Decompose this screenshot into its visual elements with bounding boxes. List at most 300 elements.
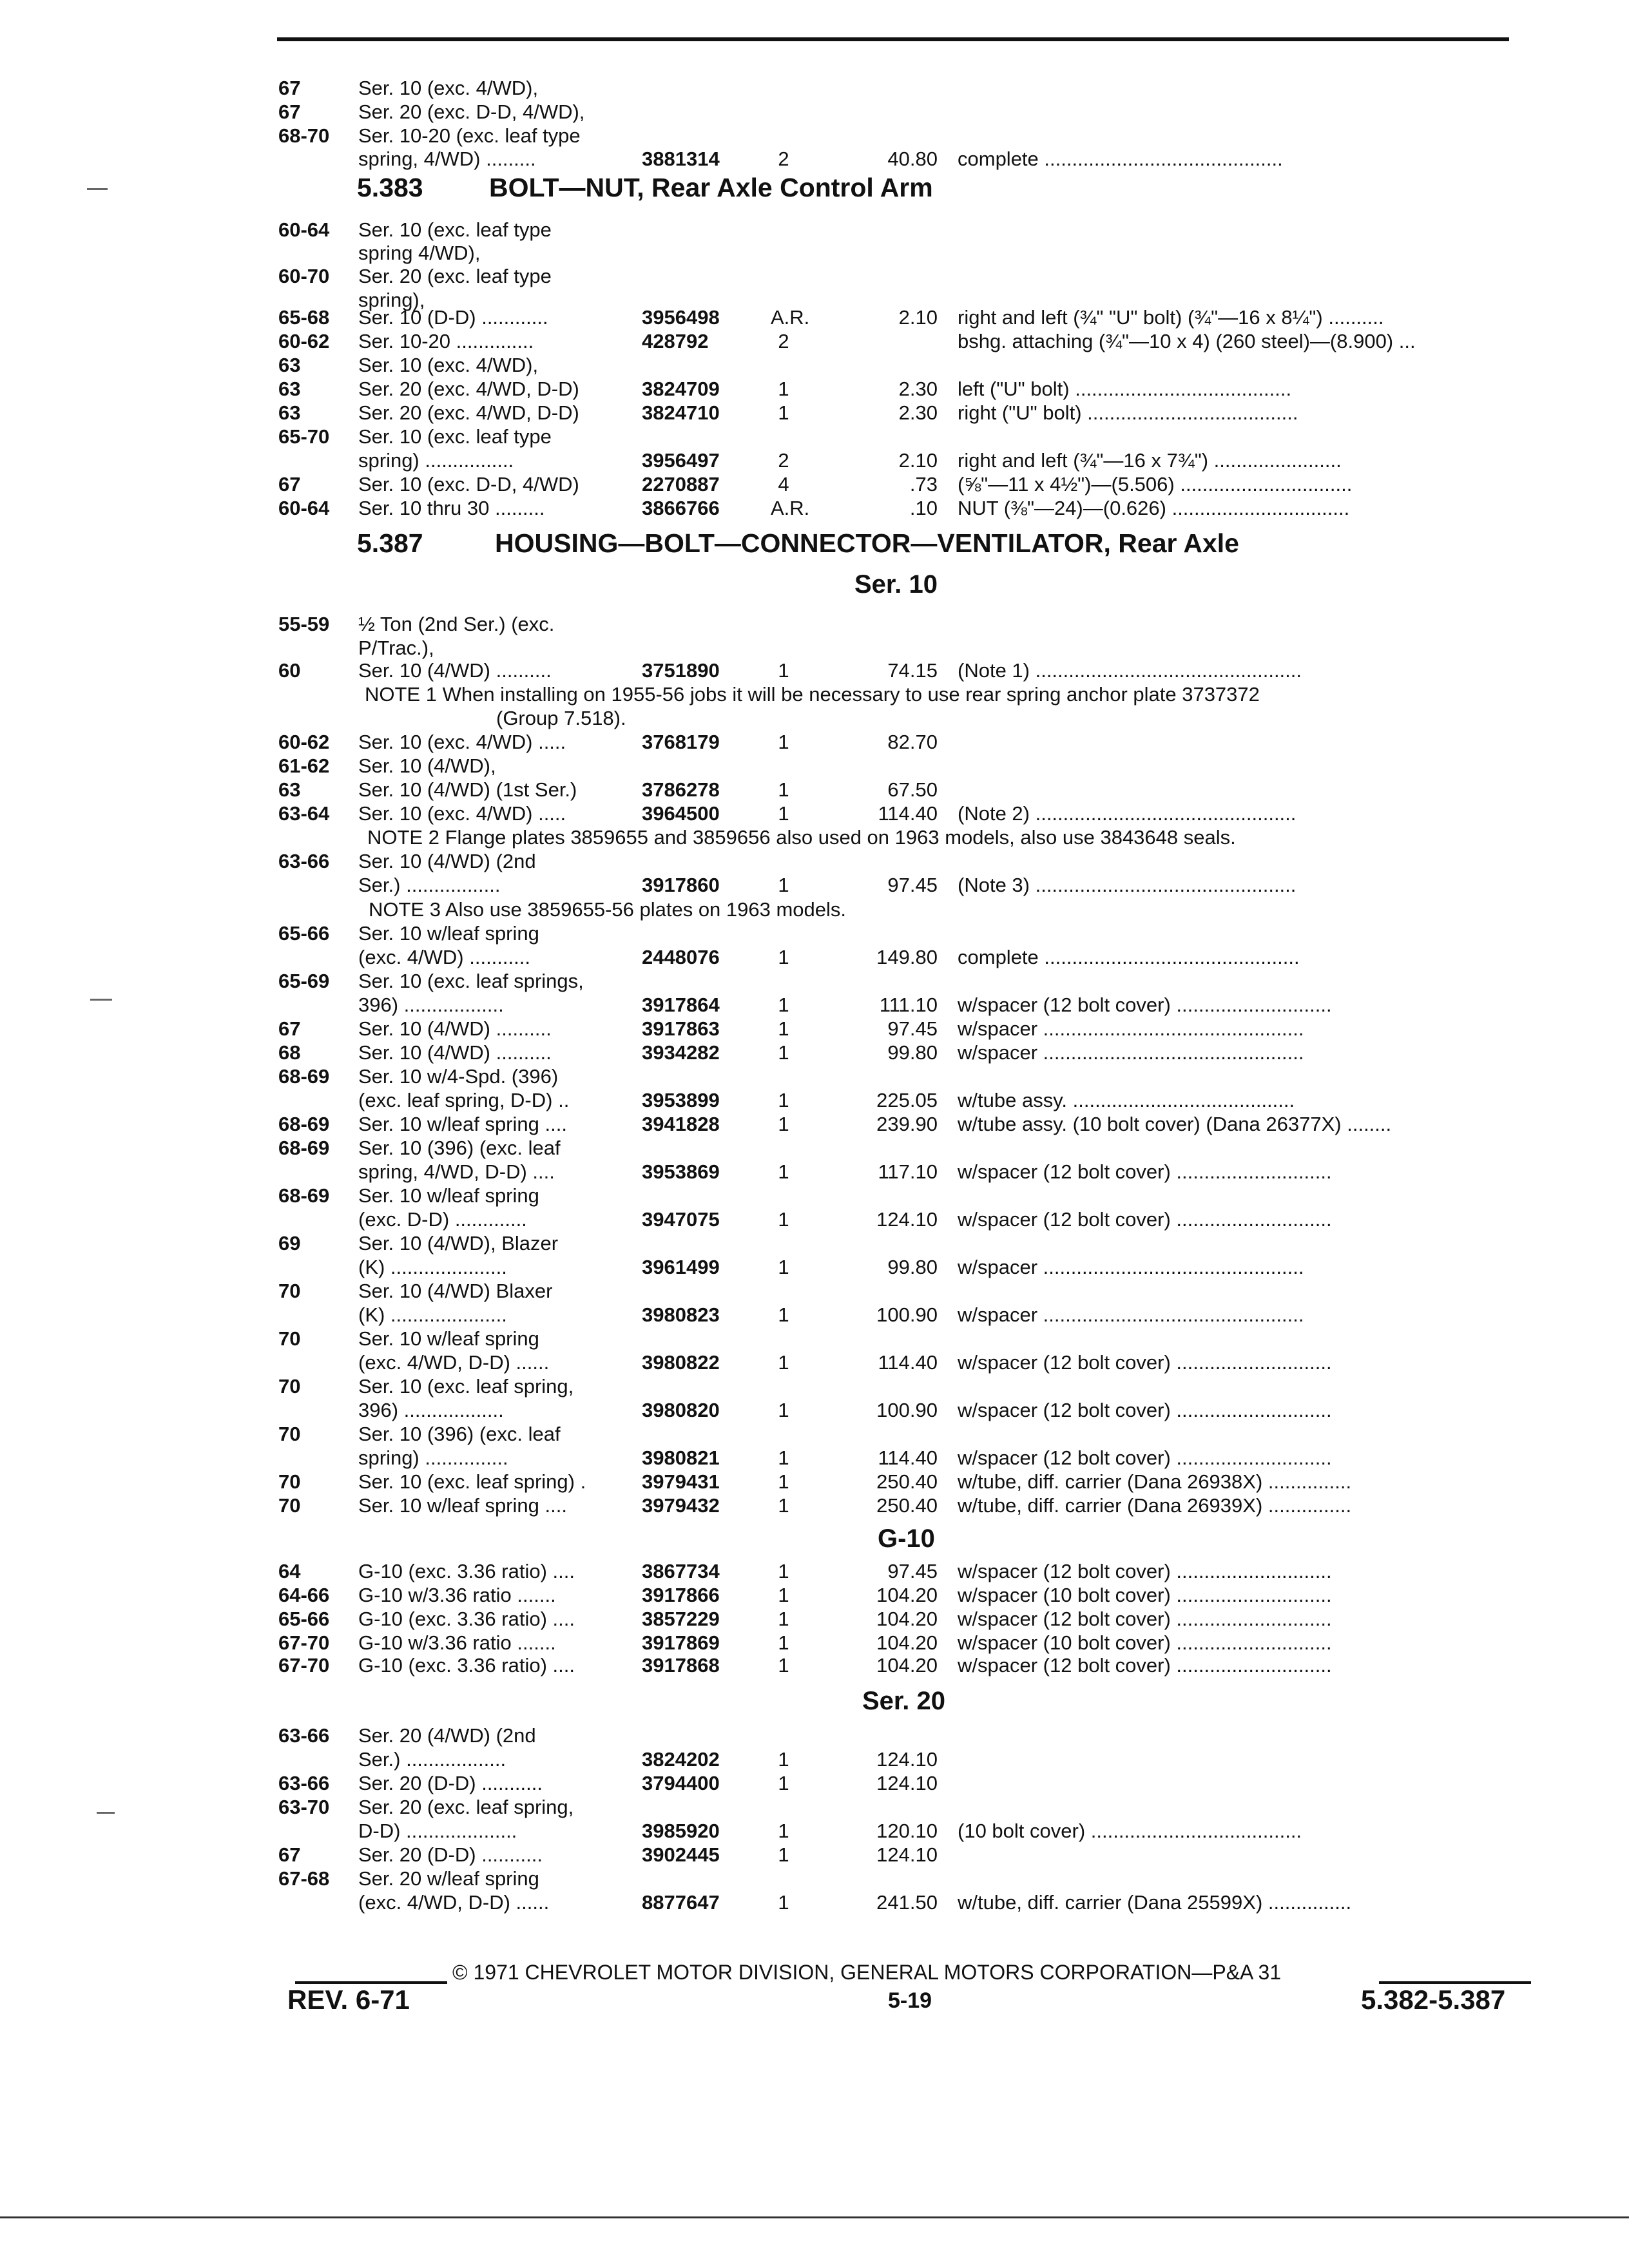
price: 114.40 xyxy=(878,1446,938,1469)
model-description: spring, 4/WD, D-D) .... xyxy=(358,1160,555,1183)
remarks: complete .............................................. xyxy=(958,946,1300,968)
quantity: 1 xyxy=(778,1041,789,1064)
model-description: Ser. 10 w/leaf spring .... xyxy=(358,1113,567,1135)
model-description: 396) .................. xyxy=(358,1399,504,1421)
table-row xyxy=(0,1398,1629,1423)
table-row xyxy=(0,969,1629,994)
part-number: 2270887 xyxy=(642,473,720,495)
quantity: 1 xyxy=(778,1160,789,1183)
quantity: 1 xyxy=(778,1608,789,1630)
part-number: 3751890 xyxy=(642,659,720,682)
price: 124.10 xyxy=(876,1208,938,1231)
year-range: 67-68 xyxy=(278,1867,330,1890)
table-row xyxy=(0,1559,1629,1584)
model-description: Ser. 10 (exc. 4/WD) ..... xyxy=(358,731,566,753)
model-description: Ser. 10 (exc. leaf springs, xyxy=(358,970,584,992)
year-range: 65-69 xyxy=(278,970,330,992)
price: 97.45 xyxy=(887,874,938,896)
part-number: 3956497 xyxy=(642,449,720,472)
price: 104.20 xyxy=(876,1631,938,1654)
table-row xyxy=(0,921,1629,946)
model-description: Ser. 20 (exc. leaf spring, xyxy=(358,1796,574,1818)
footer-revision: REV. 6-71 xyxy=(287,1984,410,2015)
remarks: w/spacer (10 bolt cover) ............................ xyxy=(958,1584,1332,1606)
table-row xyxy=(0,1422,1629,1446)
price: 124.10 xyxy=(876,1748,938,1771)
model-description: Ser. 10 (exc. 4/WD), xyxy=(358,77,539,99)
remarks: (⅝"—11 x 4½")—(5.506) ............................... xyxy=(958,473,1353,495)
year-range: 70 xyxy=(278,1280,301,1302)
part-number: 3985920 xyxy=(642,1820,720,1842)
model-description: G-10 (exc. 3.36 ratio) .... xyxy=(358,1608,575,1630)
table-row xyxy=(0,1583,1629,1608)
model-description: Ser. 10 (4/WD) (2nd xyxy=(358,850,536,872)
year-range: 60-70 xyxy=(278,265,330,287)
table-row xyxy=(0,1747,1629,1772)
quantity: 1 xyxy=(778,1631,789,1654)
model-description: D-D) .................... xyxy=(358,1820,517,1842)
year-range: 70 xyxy=(278,1327,301,1350)
remarks: w/spacer (12 bolt cover) ............................ xyxy=(958,1208,1332,1231)
subheading-ser10: Ser. 10 xyxy=(854,570,938,599)
remarks: w/spacer (12 bolt cover) ............................ xyxy=(958,994,1332,1016)
year-range: 69 xyxy=(278,1232,301,1254)
year-range: 60-62 xyxy=(278,330,330,352)
part-number: 3964500 xyxy=(642,802,720,825)
quantity: 1 xyxy=(778,1584,789,1606)
part-number: 3947075 xyxy=(642,1208,720,1231)
subheading-g10: G-10 xyxy=(878,1524,935,1553)
part-number: 3961499 xyxy=(642,1256,720,1278)
model-description: Ser. 10 (396) (exc. leaf xyxy=(358,1423,561,1445)
bottom-rule xyxy=(0,2216,1629,2218)
price: 99.80 xyxy=(887,1256,938,1278)
model-description: Ser. 10 (exc. leaf spring, xyxy=(358,1375,574,1398)
model-description: Ser. 20 (exc. 4/WD, D-D) xyxy=(358,378,579,400)
part-number: 3953899 xyxy=(642,1089,720,1111)
year-range: 70 xyxy=(278,1375,301,1398)
table-row xyxy=(0,1184,1629,1208)
model-description: Ser. 10 (4/WD) .......... xyxy=(358,659,552,682)
quantity: 1 xyxy=(778,874,789,896)
year-range: 67-70 xyxy=(278,1654,330,1677)
table-row xyxy=(0,241,1629,265)
model-description: Ser. 10 w/leaf spring xyxy=(358,922,539,945)
quantity: 1 xyxy=(778,1399,789,1421)
part-number: 3980822 xyxy=(642,1351,720,1374)
remarks: w/spacer (12 bolt cover) ............................ xyxy=(958,1560,1332,1582)
part-number: 3824710 xyxy=(642,401,720,424)
remarks: (Note 1) ................................................ xyxy=(958,659,1302,682)
remarks: left ("U" bolt) ....................................... xyxy=(958,378,1292,400)
price: 149.80 xyxy=(876,946,938,968)
table-row xyxy=(0,778,1629,802)
model-description: Ser. 10 (exc. leaf type xyxy=(358,425,552,448)
model-description: P/Trac.), xyxy=(358,637,434,659)
model-description: Ser. 10 (4/WD) (1st Ser.) xyxy=(358,778,577,801)
model-description: Ser. 20 w/leaf spring xyxy=(358,1867,539,1890)
remarks: right and left (¾"—16 x 7¾") ....................... xyxy=(958,449,1342,472)
model-description: Ser. 10 (396) (exc. leaf xyxy=(358,1137,561,1159)
year-range: 68-70 xyxy=(278,124,330,147)
part-number: 3980823 xyxy=(642,1303,720,1326)
price: .73 xyxy=(909,473,938,495)
table-row xyxy=(0,1041,1629,1065)
table-row xyxy=(0,1136,1629,1160)
remarks: bshg. attaching (¾"—10 x 4) (260 steel)—(8.900) ... xyxy=(958,330,1416,352)
subheading-ser20: Ser. 20 xyxy=(862,1687,946,1715)
model-description: (exc. 4/WD) ........... xyxy=(358,946,530,968)
part-number: 3902445 xyxy=(642,1843,720,1866)
table-row xyxy=(0,496,1629,521)
price: .10 xyxy=(909,497,938,519)
model-description: Ser. 10 w/4-Spd. (396) xyxy=(358,1065,559,1088)
table-row xyxy=(0,401,1629,425)
quantity: 2 xyxy=(778,449,789,472)
model-description: Ser.) .................. xyxy=(358,1748,506,1771)
table-row xyxy=(0,76,1629,101)
table-row xyxy=(0,1795,1629,1820)
section-title: HOUSING—BOLT—CONNECTOR—VENTILATOR, Rear Axle xyxy=(495,528,1239,558)
model-description: Ser. 10 (4/WD) Blaxer xyxy=(358,1280,553,1302)
table-row xyxy=(0,1112,1629,1137)
quantity: 1 xyxy=(778,1820,789,1842)
price: 104.20 xyxy=(876,1608,938,1630)
table-row xyxy=(0,1160,1629,1184)
model-description: Ser. 10 (exc. 4/WD) ..... xyxy=(358,802,566,825)
table-row xyxy=(0,612,1629,637)
model-description: Ser. 10 (4/WD) .......... xyxy=(358,1041,552,1064)
table-row xyxy=(0,1724,1629,1748)
part-number: 3857229 xyxy=(642,1608,720,1630)
table-row xyxy=(0,1494,1629,1518)
price: 241.50 xyxy=(876,1891,938,1914)
quantity: 1 xyxy=(778,731,789,753)
footer-copyright: © 1971 CHEVROLET MOTOR DIVISION, GENERAL MOTORS CORPORATION—P&A 31 xyxy=(452,1961,1282,1984)
note-3: NOTE 3 Also use 3859655-56 plates on 1963 models. xyxy=(369,898,847,921)
table-row xyxy=(0,1631,1629,1655)
table-row xyxy=(0,147,1629,171)
price: 114.40 xyxy=(878,802,938,825)
part-number: 3824202 xyxy=(642,1748,720,1771)
model-description: Ser. 10 w/leaf spring xyxy=(358,1327,539,1350)
remarks: w/spacer ............................................... xyxy=(958,1017,1304,1040)
footer-rule-right xyxy=(1379,1981,1531,1984)
price: 100.90 xyxy=(876,1399,938,1421)
year-range: 68-69 xyxy=(278,1184,330,1207)
quantity: 1 xyxy=(778,994,789,1016)
remarks: w/tube, diff. carrier (Dana 25599X) ............... xyxy=(958,1891,1352,1914)
year-range: 63-64 xyxy=(278,802,330,825)
part-number: 3979432 xyxy=(642,1494,720,1517)
remarks: w/spacer (12 bolt cover) ............................ xyxy=(958,1351,1332,1374)
remarks: (Note 3) ............................................... xyxy=(958,874,1296,896)
year-range: 67 xyxy=(278,1843,301,1866)
table-row xyxy=(0,1374,1629,1399)
quantity: 1 xyxy=(778,802,789,825)
model-description: Ser. 20 (D-D) ........... xyxy=(358,1772,543,1794)
part-number: 3956498 xyxy=(642,306,720,329)
model-description: Ser. 10-20 .............. xyxy=(358,330,534,352)
part-number: 8877647 xyxy=(642,1891,720,1914)
year-range: 63-66 xyxy=(278,1772,330,1794)
part-number: 3824709 xyxy=(642,378,720,400)
quantity: 1 xyxy=(778,659,789,682)
table-row xyxy=(0,802,1629,826)
part-number: 3953869 xyxy=(642,1160,720,1183)
remarks: (10 bolt cover) ...................................... xyxy=(958,1820,1302,1842)
price: 97.45 xyxy=(887,1017,938,1040)
model-description: Ser. 10 thru 30 ......... xyxy=(358,497,545,519)
table-row xyxy=(0,100,1629,124)
quantity: 1 xyxy=(778,1017,789,1040)
year-range: 65-66 xyxy=(278,1608,330,1630)
table-row xyxy=(0,1653,1629,1678)
remarks: (Note 2) ............................................... xyxy=(958,802,1296,825)
top-rule xyxy=(277,37,1509,41)
price: 114.40 xyxy=(878,1351,938,1374)
part-number: 3917866 xyxy=(642,1584,720,1606)
note-1-continued: (Group 7.518). xyxy=(496,707,626,729)
year-range: 64 xyxy=(278,1560,301,1582)
model-description: Ser. 10 (exc. leaf type xyxy=(358,218,552,241)
margin-mark xyxy=(87,188,108,190)
year-range: 65-66 xyxy=(278,922,330,945)
quantity: 1 xyxy=(778,1208,789,1231)
part-number: 428792 xyxy=(642,330,709,352)
table-row xyxy=(0,1771,1629,1796)
year-range: 68-69 xyxy=(278,1137,330,1159)
model-description: G-10 (exc. 3.36 ratio) .... xyxy=(358,1560,575,1582)
model-description: spring), xyxy=(358,289,425,311)
model-description: ½ Ton (2nd Ser.) (exc. xyxy=(358,613,555,635)
table-row xyxy=(0,754,1629,778)
table-row xyxy=(0,353,1629,378)
price: 40.80 xyxy=(887,148,938,170)
price: 2.30 xyxy=(898,378,938,400)
quantity: 1 xyxy=(778,1303,789,1326)
quantity: 1 xyxy=(778,946,789,968)
part-number: 3941828 xyxy=(642,1113,720,1135)
year-range: 63-66 xyxy=(278,850,330,872)
table-row xyxy=(0,1607,1629,1631)
quantity: A.R. xyxy=(771,497,810,519)
year-range: 67-70 xyxy=(278,1631,330,1654)
year-range: 68-69 xyxy=(278,1113,330,1135)
year-range: 63-66 xyxy=(278,1724,330,1747)
quantity: 1 xyxy=(778,1843,789,1866)
model-description: Ser. 20 (exc. 4/WD, D-D) xyxy=(358,401,579,424)
remarks: w/spacer (12 bolt cover) ............................ xyxy=(958,1446,1332,1469)
part-number: 3979431 xyxy=(642,1470,720,1493)
quantity: 2 xyxy=(778,148,789,170)
price: 120.10 xyxy=(876,1820,938,1842)
year-range: 60-64 xyxy=(278,218,330,241)
year-range: 64-66 xyxy=(278,1584,330,1606)
model-description: G-10 (exc. 3.36 ratio) .... xyxy=(358,1654,575,1677)
note-1: NOTE 1 When installing on 1955-56 jobs it will be necessary to use rear spring anchor plate 3737372 xyxy=(365,683,1260,706)
table-row xyxy=(0,1279,1629,1303)
model-description: Ser. 10 (exc. D-D, 4/WD) xyxy=(358,473,579,495)
table-row xyxy=(0,1867,1629,1891)
price: 124.10 xyxy=(876,1772,938,1794)
price: 111.10 xyxy=(879,994,938,1016)
table-row xyxy=(0,124,1629,148)
year-range: 70 xyxy=(278,1470,301,1493)
price: 2.10 xyxy=(898,449,938,472)
remarks: w/spacer ............................................... xyxy=(958,1041,1304,1064)
table-row xyxy=(0,730,1629,754)
table-row xyxy=(0,1231,1629,1256)
price: 239.90 xyxy=(876,1113,938,1135)
year-range: 63 xyxy=(278,778,301,801)
part-number: 3917868 xyxy=(642,1654,720,1677)
part-number: 3881314 xyxy=(642,148,720,170)
model-description: spring, 4/WD) ......... xyxy=(358,148,536,170)
quantity: 2 xyxy=(778,330,789,352)
model-description: (exc. leaf spring, D-D) .. xyxy=(358,1089,570,1111)
price: 97.45 xyxy=(887,1560,938,1582)
remarks: complete ........................................... xyxy=(958,148,1283,170)
table-row xyxy=(0,1327,1629,1351)
model-description: 396) .................. xyxy=(358,994,504,1016)
part-number: 3917863 xyxy=(642,1017,720,1040)
year-range: 60-64 xyxy=(278,497,330,519)
part-number: 2448076 xyxy=(642,946,720,968)
remarks: NUT (⅜"—24)—(0.626) ................................ xyxy=(958,497,1350,519)
year-range: 70 xyxy=(278,1494,301,1517)
remarks: w/spacer (12 bolt cover) ............................ xyxy=(958,1160,1332,1183)
model-description: (K) ..................... xyxy=(358,1303,507,1326)
section-number: 5.387 xyxy=(357,528,423,558)
table-row xyxy=(0,658,1629,683)
quantity: 1 xyxy=(778,1256,789,1278)
remarks: right and left (¾" "U" bolt) (¾"—16 x 8¼") .......... xyxy=(958,306,1384,329)
table-row xyxy=(0,448,1629,473)
footer-rule-left xyxy=(295,1981,447,1984)
table-row xyxy=(0,1350,1629,1375)
year-range: 68 xyxy=(278,1041,301,1064)
remarks: w/spacer (10 bolt cover) ............................ xyxy=(958,1631,1332,1654)
year-range: 60 xyxy=(278,659,301,682)
table-row xyxy=(0,1303,1629,1327)
quantity: 4 xyxy=(778,473,789,495)
section-number: 5.383 xyxy=(357,173,423,202)
price: 225.05 xyxy=(876,1089,938,1111)
model-description: Ser. 10 w/leaf spring .... xyxy=(358,1494,567,1517)
table-row xyxy=(0,993,1629,1017)
quantity: 1 xyxy=(778,1748,789,1771)
year-range: 67 xyxy=(278,101,301,123)
quantity: A.R. xyxy=(771,306,810,329)
price: 67.50 xyxy=(887,778,938,801)
table-row xyxy=(0,1088,1629,1113)
year-range: 70 xyxy=(278,1423,301,1445)
quantity: 1 xyxy=(778,1772,789,1794)
part-number: 3786278 xyxy=(642,778,720,801)
year-range: 61-62 xyxy=(278,754,330,777)
model-description: spring) ............... xyxy=(358,1446,508,1469)
table-row xyxy=(0,1843,1629,1867)
price: 104.20 xyxy=(876,1584,938,1606)
section-title: BOLT—NUT, Rear Axle Control Arm xyxy=(489,173,933,202)
year-range: 65-68 xyxy=(278,306,330,329)
table-row xyxy=(0,305,1629,330)
quantity: 1 xyxy=(778,1891,789,1914)
price: 124.10 xyxy=(876,1843,938,1866)
remarks: w/tube, diff. carrier (Dana 26939X) ............... xyxy=(958,1494,1352,1517)
price: 250.40 xyxy=(876,1470,938,1493)
price: 250.40 xyxy=(876,1494,938,1517)
model-description: Ser.) ................. xyxy=(358,874,501,896)
quantity: 1 xyxy=(778,1560,789,1582)
model-description: Ser. 10 (exc. leaf spring) . xyxy=(358,1470,586,1493)
model-description: Ser. 20 (exc. leaf type xyxy=(358,265,552,287)
year-range: 68-69 xyxy=(278,1065,330,1088)
table-row xyxy=(0,1064,1629,1089)
year-range: 67 xyxy=(278,473,301,495)
model-description: Ser. 10 (exc. 4/WD), xyxy=(358,354,539,376)
part-number: 3917860 xyxy=(642,874,720,896)
quantity: 1 xyxy=(778,1089,789,1111)
table-row xyxy=(0,1446,1629,1470)
price: 99.80 xyxy=(887,1041,938,1064)
part-number: 3867734 xyxy=(642,1560,720,1582)
model-description: spring) ................ xyxy=(358,449,514,472)
note-2: NOTE 2 Flange plates 3859655 and 3859656 also used on 1963 models, also use 3843648 seals. xyxy=(367,826,1236,849)
quantity: 1 xyxy=(778,401,789,424)
table-row xyxy=(0,1470,1629,1494)
part-number: 3794400 xyxy=(642,1772,720,1794)
remarks: w/spacer ............................................... xyxy=(958,1303,1304,1326)
footer-section-range: 5.382-5.387 xyxy=(1361,1984,1506,2015)
part-number: 3866766 xyxy=(642,497,720,519)
quantity: 1 xyxy=(778,1113,789,1135)
year-range: 63 xyxy=(278,401,301,424)
remarks: w/tube, diff. carrier (Dana 26938X) ............... xyxy=(958,1470,1352,1493)
price: 2.10 xyxy=(898,306,938,329)
year-range: 63 xyxy=(278,378,301,400)
quantity: 1 xyxy=(778,1446,789,1469)
part-number: 3917864 xyxy=(642,994,720,1016)
table-row xyxy=(0,636,1629,660)
price: 100.90 xyxy=(876,1303,938,1326)
part-number: 3934282 xyxy=(642,1041,720,1064)
table-row xyxy=(0,1819,1629,1843)
model-description: Ser. 20 (exc. D-D, 4/WD), xyxy=(358,101,585,123)
table-row xyxy=(0,218,1629,242)
price: 74.15 xyxy=(887,659,938,682)
model-description: G-10 w/3.36 ratio ....... xyxy=(358,1584,556,1606)
model-description: Ser. 20 (4/WD) (2nd xyxy=(358,1724,536,1747)
part-number: 3768179 xyxy=(642,731,720,753)
model-description: G-10 w/3.36 ratio ....... xyxy=(358,1631,556,1654)
price: 2.30 xyxy=(898,401,938,424)
remarks: w/spacer (12 bolt cover) ............................ xyxy=(958,1608,1332,1630)
table-row xyxy=(0,329,1629,354)
remarks: w/spacer ............................................... xyxy=(958,1256,1304,1278)
year-range: 67 xyxy=(278,1017,301,1040)
price: 104.20 xyxy=(876,1654,938,1677)
part-number: 3980820 xyxy=(642,1399,720,1421)
model-description: Ser. 10 w/leaf spring xyxy=(358,1184,539,1207)
remarks: w/tube assy. (10 bolt cover) (Dana 26377X) ........ xyxy=(958,1113,1392,1135)
year-range: 65-70 xyxy=(278,425,330,448)
remarks: w/tube assy. ........................................ xyxy=(958,1089,1295,1111)
table-row xyxy=(0,1255,1629,1280)
quantity: 1 xyxy=(778,778,789,801)
model-description: Ser. 10 (D-D) ............ xyxy=(358,306,548,329)
